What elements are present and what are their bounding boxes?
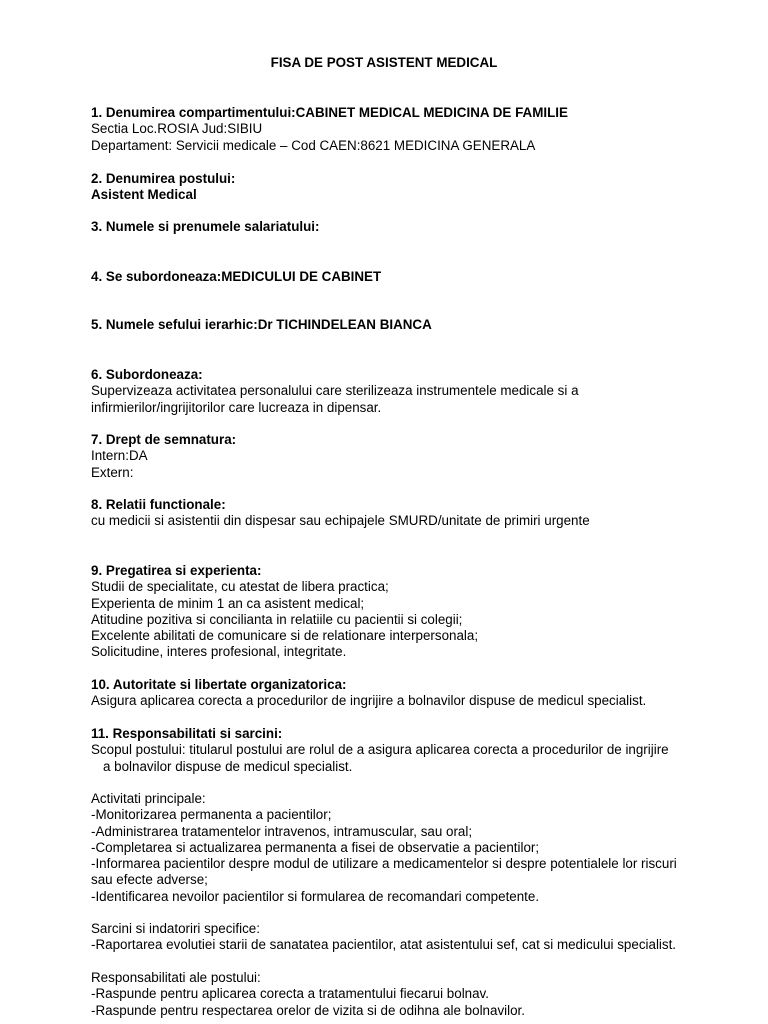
section-10-line-1: Asigura aplicarea corecta a procedurilor de ingrijire a bolnavilor dispuse de medicul specialist. bbox=[91, 693, 647, 709]
section-9 bbox=[91, 563, 731, 661]
section-2 bbox=[91, 171, 731, 204]
section-6 bbox=[91, 367, 731, 416]
section-4 bbox=[91, 269, 731, 285]
section-5-heading: 5. Numele sefului ierarhic:Dr TICHINDELEAN BIANCA bbox=[91, 317, 432, 332]
document-title: FISA DE POST ASISTENT MEDICAL bbox=[270, 55, 498, 70]
section-3-heading: 3. Numele si prenumele salariatului: bbox=[91, 219, 320, 234]
section-11 bbox=[91, 726, 731, 775]
section-9-item: Experienta de minim 1 an ca asistent medical; bbox=[91, 595, 365, 611]
section-9-item: Excelente abilitati de comunicare si de relationare interpersonala; bbox=[91, 628, 479, 644]
section-10-heading: 10. Autoritate si libertate organizatorica: bbox=[91, 677, 347, 692]
section-2-heading: 2. Denumirea postului: bbox=[91, 171, 236, 186]
activity-item: -Informarea pacientilor despre modul de utilizare a medicamentelor si despre potentialele lor riscuri bbox=[91, 856, 677, 872]
section-11-scope-line-2: a bolnavilor dispuse de medicul specialist. bbox=[103, 758, 353, 774]
responsibilities-title: Responsabilitati ale postului: bbox=[91, 970, 261, 985]
activities-block bbox=[91, 791, 731, 905]
activities-title: Activitati principale: bbox=[91, 791, 206, 806]
section-9-heading: 9. Pregatirea si experienta: bbox=[91, 563, 262, 578]
section-1-heading: 1. Denumirea compartimentului:CABINET MEDICAL MEDICINA DE FAMILIE bbox=[91, 105, 568, 120]
section-8 bbox=[91, 497, 731, 530]
duties-block bbox=[91, 921, 731, 954]
responsibilities-block bbox=[91, 970, 731, 1019]
duties-title: Sarcini si indatoriri specifice: bbox=[91, 921, 260, 936]
section-11-scope-line-1: Scopul postului: titularul postului are rolul de a asigura aplicarea corecta a procedurilor de ingrijire bbox=[91, 742, 669, 758]
section-11-heading: 11. Responsabilitati si sarcini: bbox=[91, 726, 283, 741]
section-7 bbox=[91, 432, 731, 481]
section-8-heading: 8. Relatii functionale: bbox=[91, 497, 226, 512]
responsibility-item: -Raspunde pentru respectarea orelor de vizita si de odihna ale bolnavilor. bbox=[91, 1002, 525, 1018]
activity-item: -Completarea si actualizarea permanenta a fisei de observatie a pacientilor; bbox=[91, 839, 540, 855]
section-7-heading: 7. Drept de semnatura: bbox=[91, 432, 237, 447]
section-7-line-1: Intern:DA bbox=[91, 448, 148, 464]
section-10 bbox=[91, 677, 731, 710]
section-1 bbox=[91, 105, 731, 154]
activity-item: -Identificarea nevoilor pacientilor si formularea de recomandari competente. bbox=[91, 888, 540, 904]
section-1-line-1: Sectia Loc.ROSIA Jud:SIBIU bbox=[91, 121, 263, 137]
section-4-heading: 4. Se subordoneaza:MEDICULUI DE CABINET bbox=[91, 269, 382, 284]
activity-item: -Monitorizarea permanenta a pacientilor; bbox=[91, 807, 332, 823]
section-8-line-1: cu medicii si asistentii din dispesar sau echipajele SMURD/unitate de primiri urgente bbox=[91, 513, 590, 529]
activity-item-continuation: sau efecte adverse; bbox=[91, 872, 208, 888]
activity-item: -Administrarea tratamentelor intravenos, intramuscular, sau oral; bbox=[91, 823, 473, 839]
responsibility-item: -Raspunde pentru aplicarea corecta a tratamentului fiecarui bolnav. bbox=[91, 986, 489, 1002]
section-7-line-2: Extern: bbox=[91, 464, 134, 480]
section-6-line-2: infirmierilor/ingrijitorilor care lucreaza in dipensar. bbox=[91, 399, 382, 415]
section-1-line-2: Departament: Servicii medicale – Cod CAEN:8621 MEDICINA GENERALA bbox=[91, 137, 536, 153]
section-9-item: Solicitudine, interes profesional, integritate. bbox=[91, 644, 347, 660]
section-5 bbox=[91, 317, 731, 333]
section-6-line-1: Supervizeaza activitatea personalului care sterilizeaza instrumentele medicale si a bbox=[91, 383, 579, 399]
section-9-item: Atitudine pozitiva si concilianta in relatiile cu pacientii si colegii; bbox=[91, 611, 463, 627]
section-2-value: Asistent Medical bbox=[91, 187, 197, 203]
duty-item: -Raportarea evolutiei starii de sanatatea pacientilor, atat asistentului sef, cat si medicului specialist. bbox=[91, 937, 677, 953]
section-9-item: Studii de specialitate, cu atestat de libera practica; bbox=[91, 579, 389, 595]
section-3 bbox=[91, 219, 731, 235]
section-6-heading: 6. Subordoneaza: bbox=[91, 367, 203, 382]
